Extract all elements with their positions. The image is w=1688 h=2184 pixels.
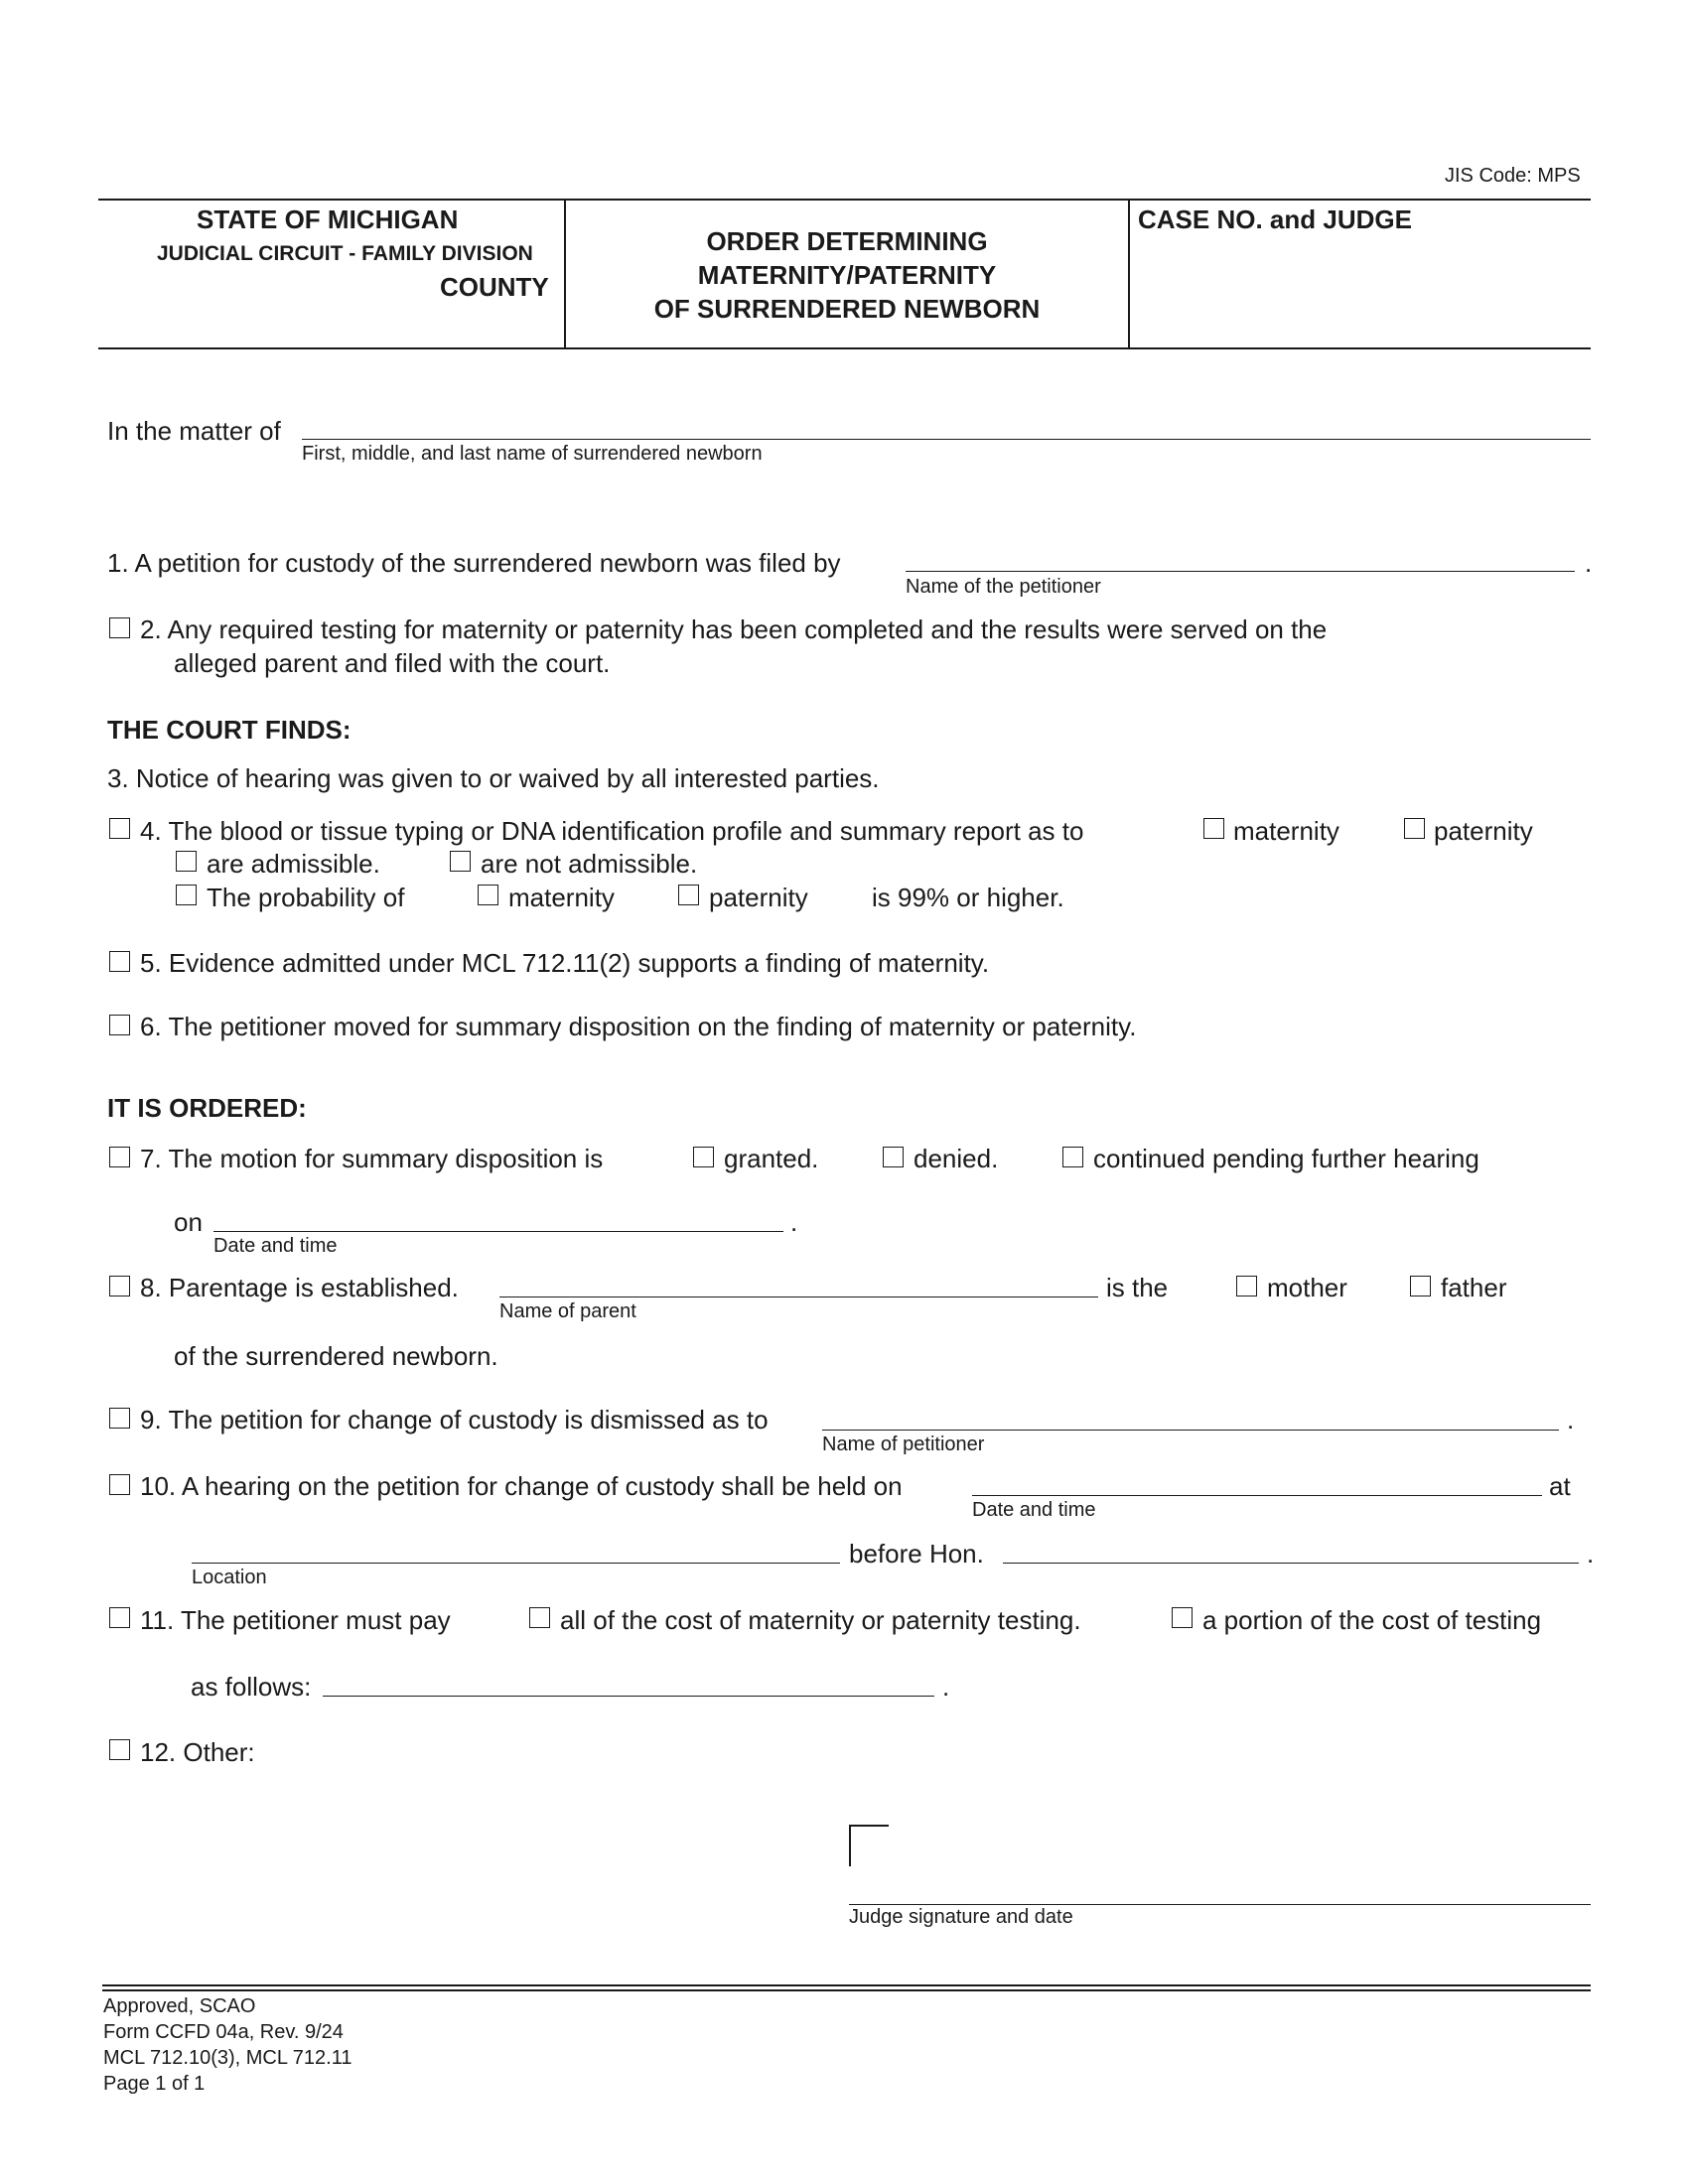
jis-code: JIS Code: MPS bbox=[1445, 165, 1581, 187]
item-4-maternity-label: maternity bbox=[1233, 816, 1339, 846]
footer-rule-2 bbox=[102, 1989, 1591, 1991]
item-4-text: 4. The blood or tissue typing or DNA identification profile and summary report as to bbox=[140, 816, 1084, 846]
item-7-checkbox[interactable] bbox=[109, 1147, 130, 1167]
father-label: father bbox=[1441, 1273, 1507, 1302]
not-admissible-checkbox[interactable] bbox=[450, 851, 471, 872]
item-7-text: 7. The motion for summary disposition is bbox=[140, 1144, 604, 1173]
item-12-text: 12. Other: bbox=[140, 1737, 255, 1767]
item-4-maternity-checkbox[interactable] bbox=[1203, 818, 1224, 839]
probability-maternity-label: maternity bbox=[508, 883, 615, 912]
portion-cost-label: a portion of the cost of testing bbox=[1202, 1605, 1542, 1635]
judge-name-field[interactable] bbox=[1003, 1563, 1579, 1564]
as-follows-field[interactable] bbox=[323, 1696, 934, 1697]
probability-checkbox[interactable] bbox=[176, 885, 197, 905]
newborn-name-caption: First, middle, and last name of surrendered newborn bbox=[302, 443, 763, 465]
item-10-text: 10. A hearing on the petition for change of custody shall be held on bbox=[140, 1471, 903, 1501]
item-8-checkbox[interactable] bbox=[109, 1276, 130, 1297]
matter-label: In the matter of bbox=[107, 416, 281, 446]
item-9-petitioner-field[interactable] bbox=[822, 1430, 1559, 1431]
admissible-label: are admissible. bbox=[207, 849, 380, 879]
father-checkbox[interactable] bbox=[1410, 1276, 1431, 1297]
before-hon-label: before Hon. bbox=[849, 1539, 984, 1569]
footer-approved: Approved, SCAO bbox=[103, 1995, 256, 2017]
item-2-checkbox[interactable] bbox=[109, 617, 130, 638]
probability-end-text: is 99% or higher. bbox=[872, 883, 1064, 912]
circuit-label: JUDICIAL CIRCUIT - FAMILY DIVISION bbox=[157, 242, 533, 265]
item-5-checkbox[interactable] bbox=[109, 951, 130, 972]
footer-rule-1 bbox=[102, 1984, 1591, 1986]
continued-label: continued pending further hearing bbox=[1093, 1144, 1479, 1173]
item-9-petitioner-caption: Name of petitioner bbox=[822, 1433, 985, 1455]
probability-maternity-checkbox[interactable] bbox=[478, 885, 498, 905]
item-6-text: 6. The petitioner moved for summary disposition on the finding of maternity or paternity. bbox=[140, 1012, 1137, 1041]
form-title-line-3: OF SURRENDERED NEWBORN bbox=[653, 294, 1041, 324]
form-title-line-1: ORDER DETERMINING bbox=[706, 226, 988, 256]
item-7-date-field[interactable] bbox=[213, 1231, 783, 1232]
item-8-line-2: of the surrendered newborn. bbox=[174, 1341, 498, 1371]
case-no-label: CASE NO. and JUDGE bbox=[1138, 205, 1412, 234]
court-finds-heading: THE COURT FINDS: bbox=[107, 715, 352, 745]
item-6-checkbox[interactable] bbox=[109, 1015, 130, 1035]
item-5-text: 5. Evidence admitted under MCL 712.11(2) supports a finding of maternity. bbox=[140, 948, 990, 978]
item-10-date-field[interactable] bbox=[972, 1495, 1542, 1496]
not-admissible-label: are not admissible. bbox=[481, 849, 698, 879]
denied-checkbox[interactable] bbox=[883, 1147, 904, 1167]
all-cost-label: all of the cost of maternity or paternity testing. bbox=[560, 1605, 1081, 1635]
petitioner-name-caption: Name of the petitioner bbox=[906, 576, 1101, 598]
state-name: STATE OF MICHIGAN bbox=[197, 205, 459, 234]
judge-signature-field[interactable] bbox=[849, 1904, 1591, 1905]
petitioner-name-field[interactable] bbox=[906, 571, 1575, 572]
item-7-on-label: on bbox=[174, 1207, 203, 1237]
header-bottom-rule bbox=[98, 347, 1591, 349]
signature-corner-mark-top bbox=[849, 1825, 889, 1827]
county-label: COUNTY bbox=[440, 272, 549, 302]
item-10-date-caption: Date and time bbox=[972, 1499, 1096, 1521]
as-follows-label: as follows: bbox=[191, 1672, 312, 1702]
item-11-text: 11. The petitioner must pay bbox=[140, 1605, 451, 1635]
item-10-period: . bbox=[1587, 1539, 1595, 1569]
header-divider-left bbox=[564, 199, 566, 349]
denied-label: denied. bbox=[914, 1144, 999, 1173]
mother-checkbox[interactable] bbox=[1236, 1276, 1257, 1297]
item-4-checkbox[interactable] bbox=[109, 818, 130, 839]
it-is-ordered-heading: IT IS ORDERED: bbox=[107, 1093, 307, 1123]
judge-signature-caption: Judge signature and date bbox=[849, 1906, 1073, 1928]
continued-checkbox[interactable] bbox=[1062, 1147, 1083, 1167]
probability-paternity-checkbox[interactable] bbox=[678, 885, 699, 905]
item-10-checkbox[interactable] bbox=[109, 1474, 130, 1495]
footer-form-number: Form CCFD 04a, Rev. 9/24 bbox=[103, 2021, 344, 2043]
all-cost-checkbox[interactable] bbox=[529, 1607, 550, 1628]
item-4-paternity-checkbox[interactable] bbox=[1404, 818, 1425, 839]
item-8-text: 8. Parentage is established. bbox=[140, 1273, 459, 1302]
item-9-period: . bbox=[1567, 1405, 1575, 1434]
form-title-line-2: MATERNITY/PATERNITY bbox=[697, 260, 997, 290]
item-1-period: . bbox=[1585, 548, 1593, 578]
item-10-at: at bbox=[1549, 1471, 1571, 1501]
portion-cost-checkbox[interactable] bbox=[1172, 1607, 1193, 1628]
item-3-text: 3. Notice of hearing was given to or waived by all interested parties. bbox=[107, 763, 880, 793]
item-2-text-line-1: 2. Any required testing for maternity or paternity has been completed and the results were served on the bbox=[140, 614, 1328, 644]
item-9-text: 9. The petition for change of custody is dismissed as to bbox=[140, 1405, 769, 1434]
header-top-rule bbox=[98, 199, 1591, 201]
parent-name-caption: Name of parent bbox=[499, 1300, 636, 1322]
item-2-text-line-2: alleged parent and filed with the court. bbox=[174, 648, 611, 678]
newborn-name-field[interactable] bbox=[302, 439, 1591, 440]
granted-checkbox[interactable] bbox=[693, 1147, 714, 1167]
footer-page-number: Page 1 of 1 bbox=[103, 2073, 206, 2095]
item-7-period: . bbox=[790, 1207, 798, 1237]
item-12-checkbox[interactable] bbox=[109, 1739, 130, 1760]
item-11-period: . bbox=[942, 1672, 950, 1702]
footer-mcl: MCL 712.10(3), MCL 712.11 bbox=[103, 2047, 352, 2069]
probability-paternity-label: paternity bbox=[709, 883, 808, 912]
location-field[interactable] bbox=[192, 1563, 840, 1564]
header-divider-right bbox=[1128, 199, 1130, 349]
probability-label: The probability of bbox=[207, 883, 405, 912]
item-11-checkbox[interactable] bbox=[109, 1607, 130, 1628]
item-7-date-caption: Date and time bbox=[213, 1235, 338, 1257]
item-9-checkbox[interactable] bbox=[109, 1408, 130, 1429]
item-4-paternity-label: paternity bbox=[1434, 816, 1533, 846]
item-8-is-the: is the bbox=[1106, 1273, 1169, 1302]
location-caption: Location bbox=[192, 1567, 267, 1588]
item-1-text: 1. A petition for custody of the surrendered newborn was filed by bbox=[107, 548, 841, 578]
signature-corner-mark-side bbox=[849, 1825, 851, 1866]
admissible-checkbox[interactable] bbox=[176, 851, 197, 872]
mother-label: mother bbox=[1267, 1273, 1347, 1302]
granted-label: granted. bbox=[724, 1144, 819, 1173]
